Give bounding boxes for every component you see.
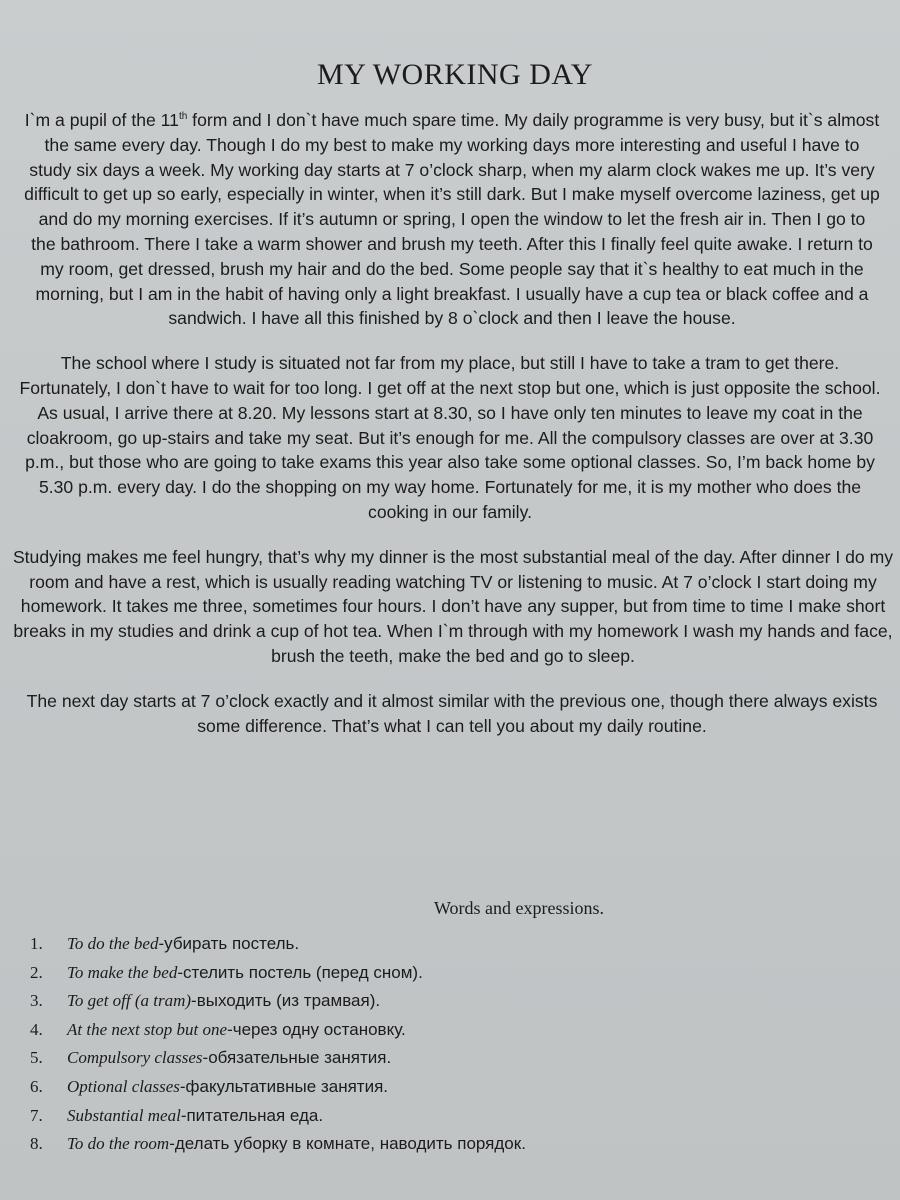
vocab-number: 5. [30,1048,43,1068]
vocab-term: To get off (a tram) [67,991,192,1011]
paragraph-4: The next day starts at 7 o’clock exactly and it almost similar with the previous one, though there always exists some difference. That’s what I can tell you about my daily routine. [26,690,878,736]
vocab-item [30,930,526,959]
vocab-translation: -делать уборку в комнате, наводить порядок. [169,1134,526,1154]
paragraph-3: Studying makes me feel hungry, that’s why my dinner is the most substantial meal of the day. After dinner I do my room and have a rest, which is usually reading watching TV or listening to music. At 7 o’clock I start doing my homework. It takes me three, sometimes four hours. I don’t have any supper, but from time to time I make short breaks in my studies and drink a cup of hot tea. When I`m through with my homework I wash my hands and face, brush the teeth, make the bed and go to sleep. [12,546,894,666]
paragraph-1-start: I`m a pupil of the 11 [24,110,179,130]
page-title: MY WORKING DAY [317,58,593,91]
vocab-number: 2. [30,962,43,982]
vocab-term: To do the bed [67,934,159,953]
vocab-term: Substantial meal [67,1105,181,1125]
vocab-translation: -питательная еда. [180,1105,324,1125]
vocab-number: 4. [30,1019,43,1039]
vocab-number: 6. [30,1076,43,1096]
vocab-translation: -убирать постель. [158,934,300,953]
paragraph-1-rest: form and I don`t have much spare time. My daily programme is very busy, but it`s almost the same every day. Though I do my best to make my working days more interesting and useful I have to study six days a week. My working day starts at 7 o’clock sharp, when my alarm clock wakes me up. It’s very difficult to get up so early, especially in winter, when it’s still dark. But I make myself overcome laziness, get up and do my morning exercises. If it’s autumn or spring, I open the window to let the fresh air in. Then I go to the bathroom. There I take a warm shower and brush my teeth. After this I finally feel quite awake. I return to my room, get dressed, brush my hair and do the bed. Some people say that it`s healthy to eat much in the morning, but I am in the habit of having only a light breakfast. I usually have a cup tea or black coffee and a sandwich. I have all this finished by 8 o`clock and then I leave the house. [24,110,880,329]
vocab-term: Optional classes [67,1076,180,1096]
vocab-number: 7. [30,1105,43,1125]
vocab-item [30,1044,526,1073]
vocab-item [30,987,526,1016]
vocab-translation: -обязательные занятия. [202,1048,392,1068]
paragraph-1 [6,108,894,331]
ordinal-superscript: th [178,111,188,123]
vocab-item [30,1130,526,1159]
vocab-item [30,1073,526,1102]
vocab-translation: -стелить постель (перед сном). [177,962,423,982]
paragraph-2: The school where I study is situated not far from my place, but still I have to take a tram to get there. Fortunately, I don`t have to wait for too long. I get off at the next stop but one, which is just opposite the school. As usual, I arrive there at 8.20. My lessons start at 8.30, so I have only ten minutes to leave my coat in the cloakroom, go up-stairs and take my seat. But it’s enough for me. All the compulsory classes are over at 3.30 p.m., but those who are going to take exams this year also take some optional classes. So, I’m back home by 5.30 p.m. every day. I do the shopping on my way home. Fortunately for me, it is my mother who does the cooking in our family. [19,353,881,522]
vocab-term: To make the bed [67,962,178,982]
vocab-number: 3. [30,991,43,1011]
vocabulary-list [30,930,526,1159]
vocab-translation: -через одну остановку. [227,1019,406,1039]
words-expressions-heading: Words and expressions. [434,898,605,918]
vocab-term: To do the room [67,1134,170,1154]
vocab-number: 8. [30,1134,43,1154]
vocab-item [30,1016,526,1045]
vocab-item [30,959,526,988]
vocab-translation: -факультативные занятия. [179,1076,388,1096]
vocab-number: 1. [30,934,43,953]
vocab-term: At the next stop but one [67,1019,228,1039]
vocab-term: Compulsory classes [67,1048,203,1068]
vocab-item [30,1102,526,1131]
vocab-translation: -выходить (из трамвая). [191,991,381,1011]
